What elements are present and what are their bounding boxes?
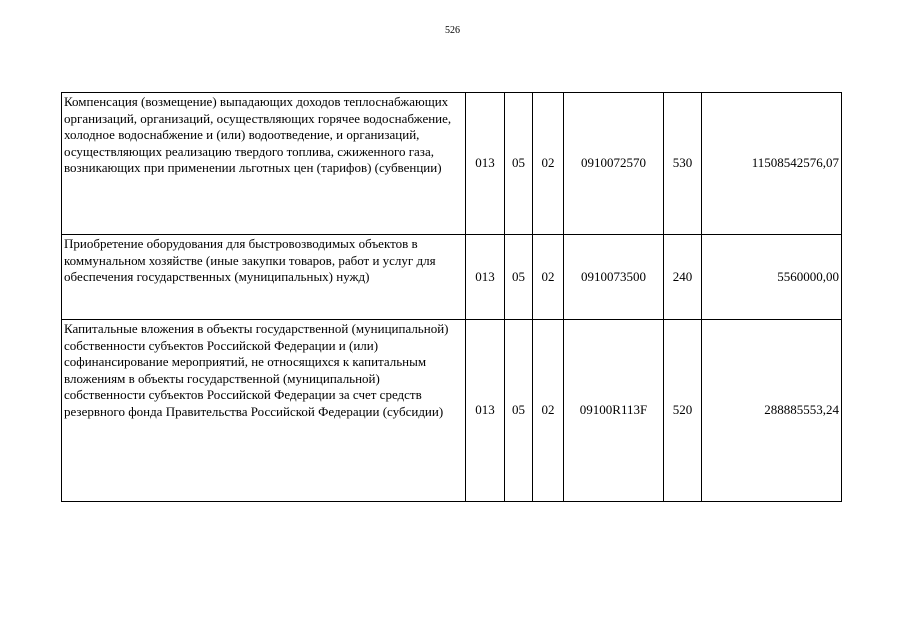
row-section-code: 05 <box>505 320 533 502</box>
row-description: Приобретение оборудования для быстровозводимых объектов в коммунальном хозяйстве (иные закупки товаров, работ и услуг для обеспечения государственных (муниципальных) нужд) <box>62 235 466 320</box>
table-row <box>62 320 842 502</box>
row-expense-type: 530 <box>664 93 702 235</box>
row-amount: 5560000,00 <box>702 235 842 320</box>
row-target-article: 0910073500 <box>564 235 664 320</box>
table-row <box>62 235 842 320</box>
page-number: 526 <box>445 25 460 36</box>
row-expense-type: 520 <box>664 320 702 502</box>
row-ministry-code: 013 <box>466 320 505 502</box>
row-section-code: 05 <box>505 235 533 320</box>
row-description: Компенсация (возмещение) выпадающих доходов теплоснабжающих организаций, организаций, осуществляющих горячее водоснабжение, холодное водоснабжение и (или) водоотведение, и организаций, осуществляющих реализацию твердого топлива, сжиженного газа, возникающих при применении льготных цен (тарифов) (субвенции) <box>62 93 466 235</box>
row-amount: 11508542576,07 <box>702 93 842 235</box>
row-ministry-code: 013 <box>466 235 505 320</box>
row-expense-type: 240 <box>664 235 702 320</box>
row-subsection-code: 02 <box>533 235 564 320</box>
row-amount: 288885553,24 <box>702 320 842 502</box>
row-description: Капитальные вложения в объекты государственной (муниципальной) собственности субъектов Российской Федерации и (или) софинансирование мероприятий, не относящихся к капитальным вложениям в объекты государственной (муниципальной) собственности субъектов Российской Федерации за счет средств резервного фонда Правительства Российской Федерации (субсидии) <box>62 320 466 502</box>
row-section-code: 05 <box>505 93 533 235</box>
row-ministry-code: 013 <box>466 93 505 235</box>
row-subsection-code: 02 <box>533 320 564 502</box>
row-target-article: 0910072570 <box>564 93 664 235</box>
row-target-article: 09100R113F <box>564 320 664 502</box>
row-subsection-code: 02 <box>533 93 564 235</box>
budget-table <box>61 92 842 502</box>
table-row <box>62 93 842 235</box>
